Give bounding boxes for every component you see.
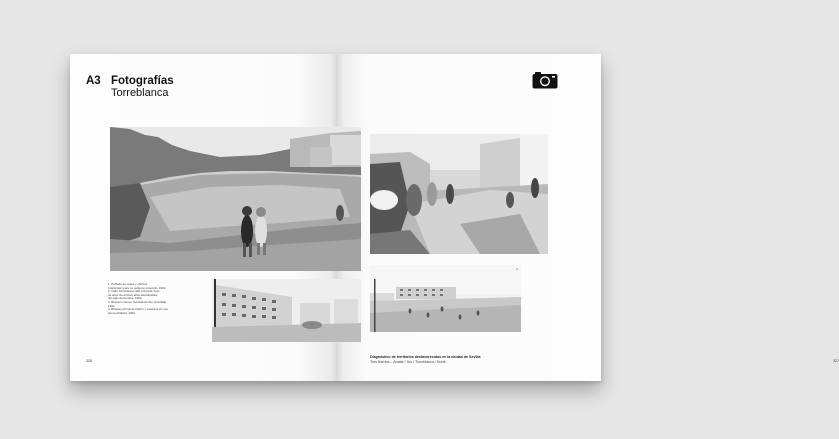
section-title: Fotografías <box>111 75 174 87</box>
photo-open-field-blocks <box>370 265 521 332</box>
caption-line: de autor de Archivo años identificables <box>108 292 158 297</box>
caption-line: 2. Calle Torreblanca calle principal. Foto <box>108 289 160 294</box>
footer-title: Diagnóstico de territorios desfavorecidos en la ciudad de Sevilla <box>370 355 481 359</box>
photo-captions <box>108 283 170 315</box>
photo-street-scene <box>370 134 548 254</box>
footer-subtitle: Tres Barrios – Amate / Sur / Torreblanca / Norte <box>370 360 446 364</box>
section-subtitle: Torreblanca <box>111 87 169 99</box>
photo-number: 4 <box>516 267 518 271</box>
caption-line: aprovechables. 1962. <box>108 310 136 315</box>
photo-lagoon-children <box>110 127 361 271</box>
page-number-left: 326 <box>86 359 92 363</box>
section-code: A3 <box>86 75 101 87</box>
open-book <box>70 54 839 381</box>
caption-line: del siglo de Enrique. 1960. <box>108 296 143 301</box>
caption-line: (marismas) para un polígono conocido. 1960. <box>108 285 167 290</box>
page-number-right: 327 <box>833 359 839 363</box>
caption-line: 3. Bloques nuevos Torreblanca Sur (Crisoltal). 1962. <box>108 299 167 308</box>
caption-line: 4. Bloques al final del barrio y espacios sin uso <box>108 307 169 312</box>
caption-line: 1. Poblado de casas y charcos <box>108 282 148 286</box>
camera-icon <box>532 71 558 89</box>
photo-apartment-blocks <box>212 279 361 342</box>
